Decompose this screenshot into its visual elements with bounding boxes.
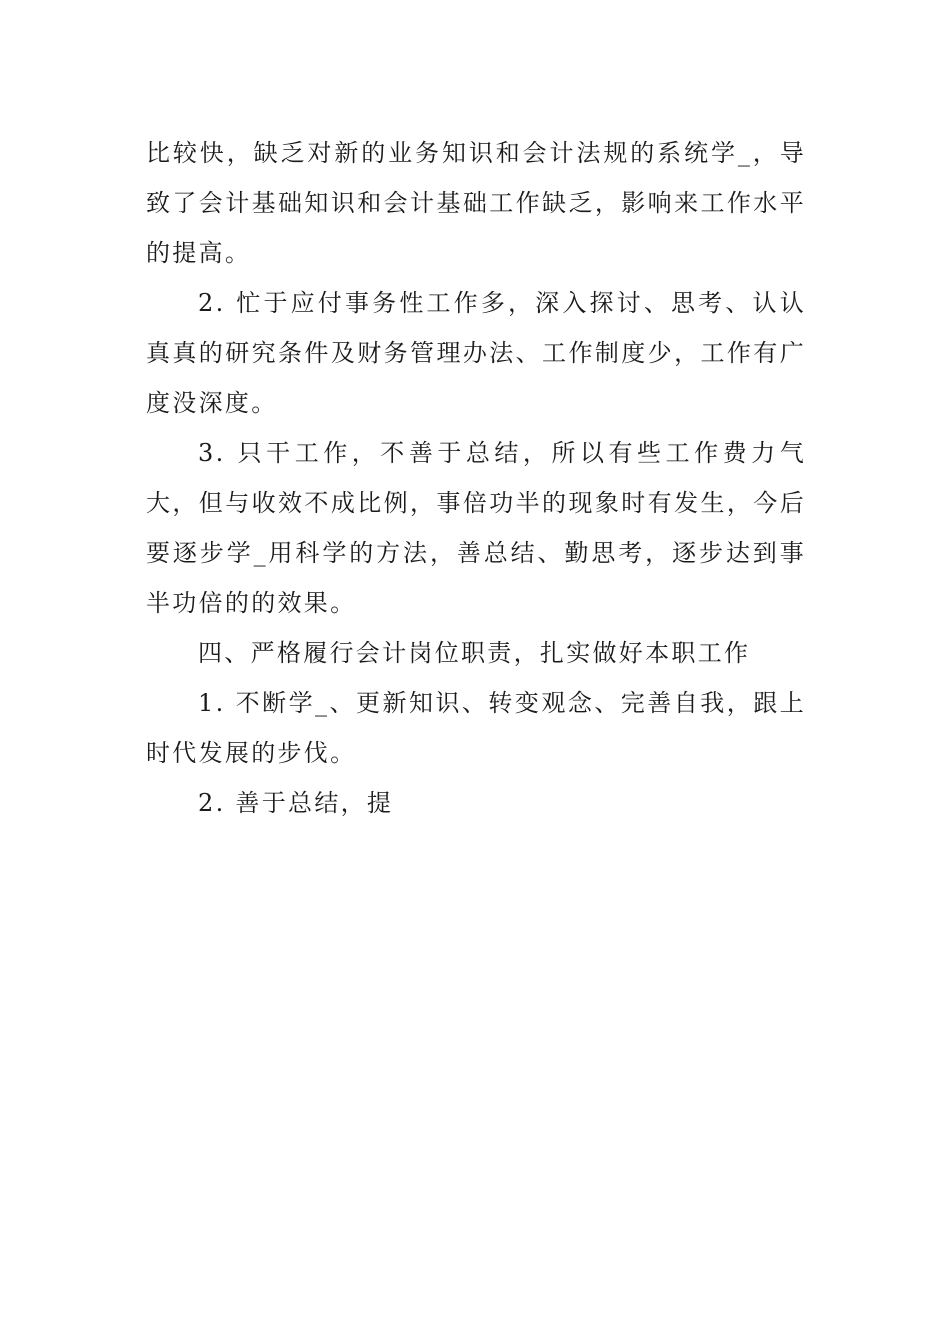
section-heading-four: 四、严格履行会计岗位职责，扎实做好本职工作 — [198, 639, 751, 667]
paragraph-item-2: 2. 忙于应付事务性工作多，深入探讨、思考、认认真真的研究条件及财务管理办法、工作制度少，工作有广度没深度。 — [146, 289, 806, 417]
paragraph-continuation: 比较快，缺乏对新的业务知识和会计法规的系统学_，导致了会计基础知识和会计基础工作缺乏，影响来工作水平的提高。 — [146, 139, 806, 267]
paragraph-item-1: 1. 不断学_、更新知识、转变观念、完善自我，跟上时代发展的步伐。 — [146, 689, 806, 767]
paragraph-item-2-partial: 2. 善于总结，提 — [198, 789, 394, 817]
paragraph-item-3: 3. 只干工作，不善于总结，所以有些工作费力气大，但与收效不成比例，事倍功半的现象时有发生，今后要逐步学_用科学的方法，善总结、勤思考，逐步达到事半功倍的的效果。 — [146, 439, 806, 617]
document-body — [146, 128, 806, 828]
